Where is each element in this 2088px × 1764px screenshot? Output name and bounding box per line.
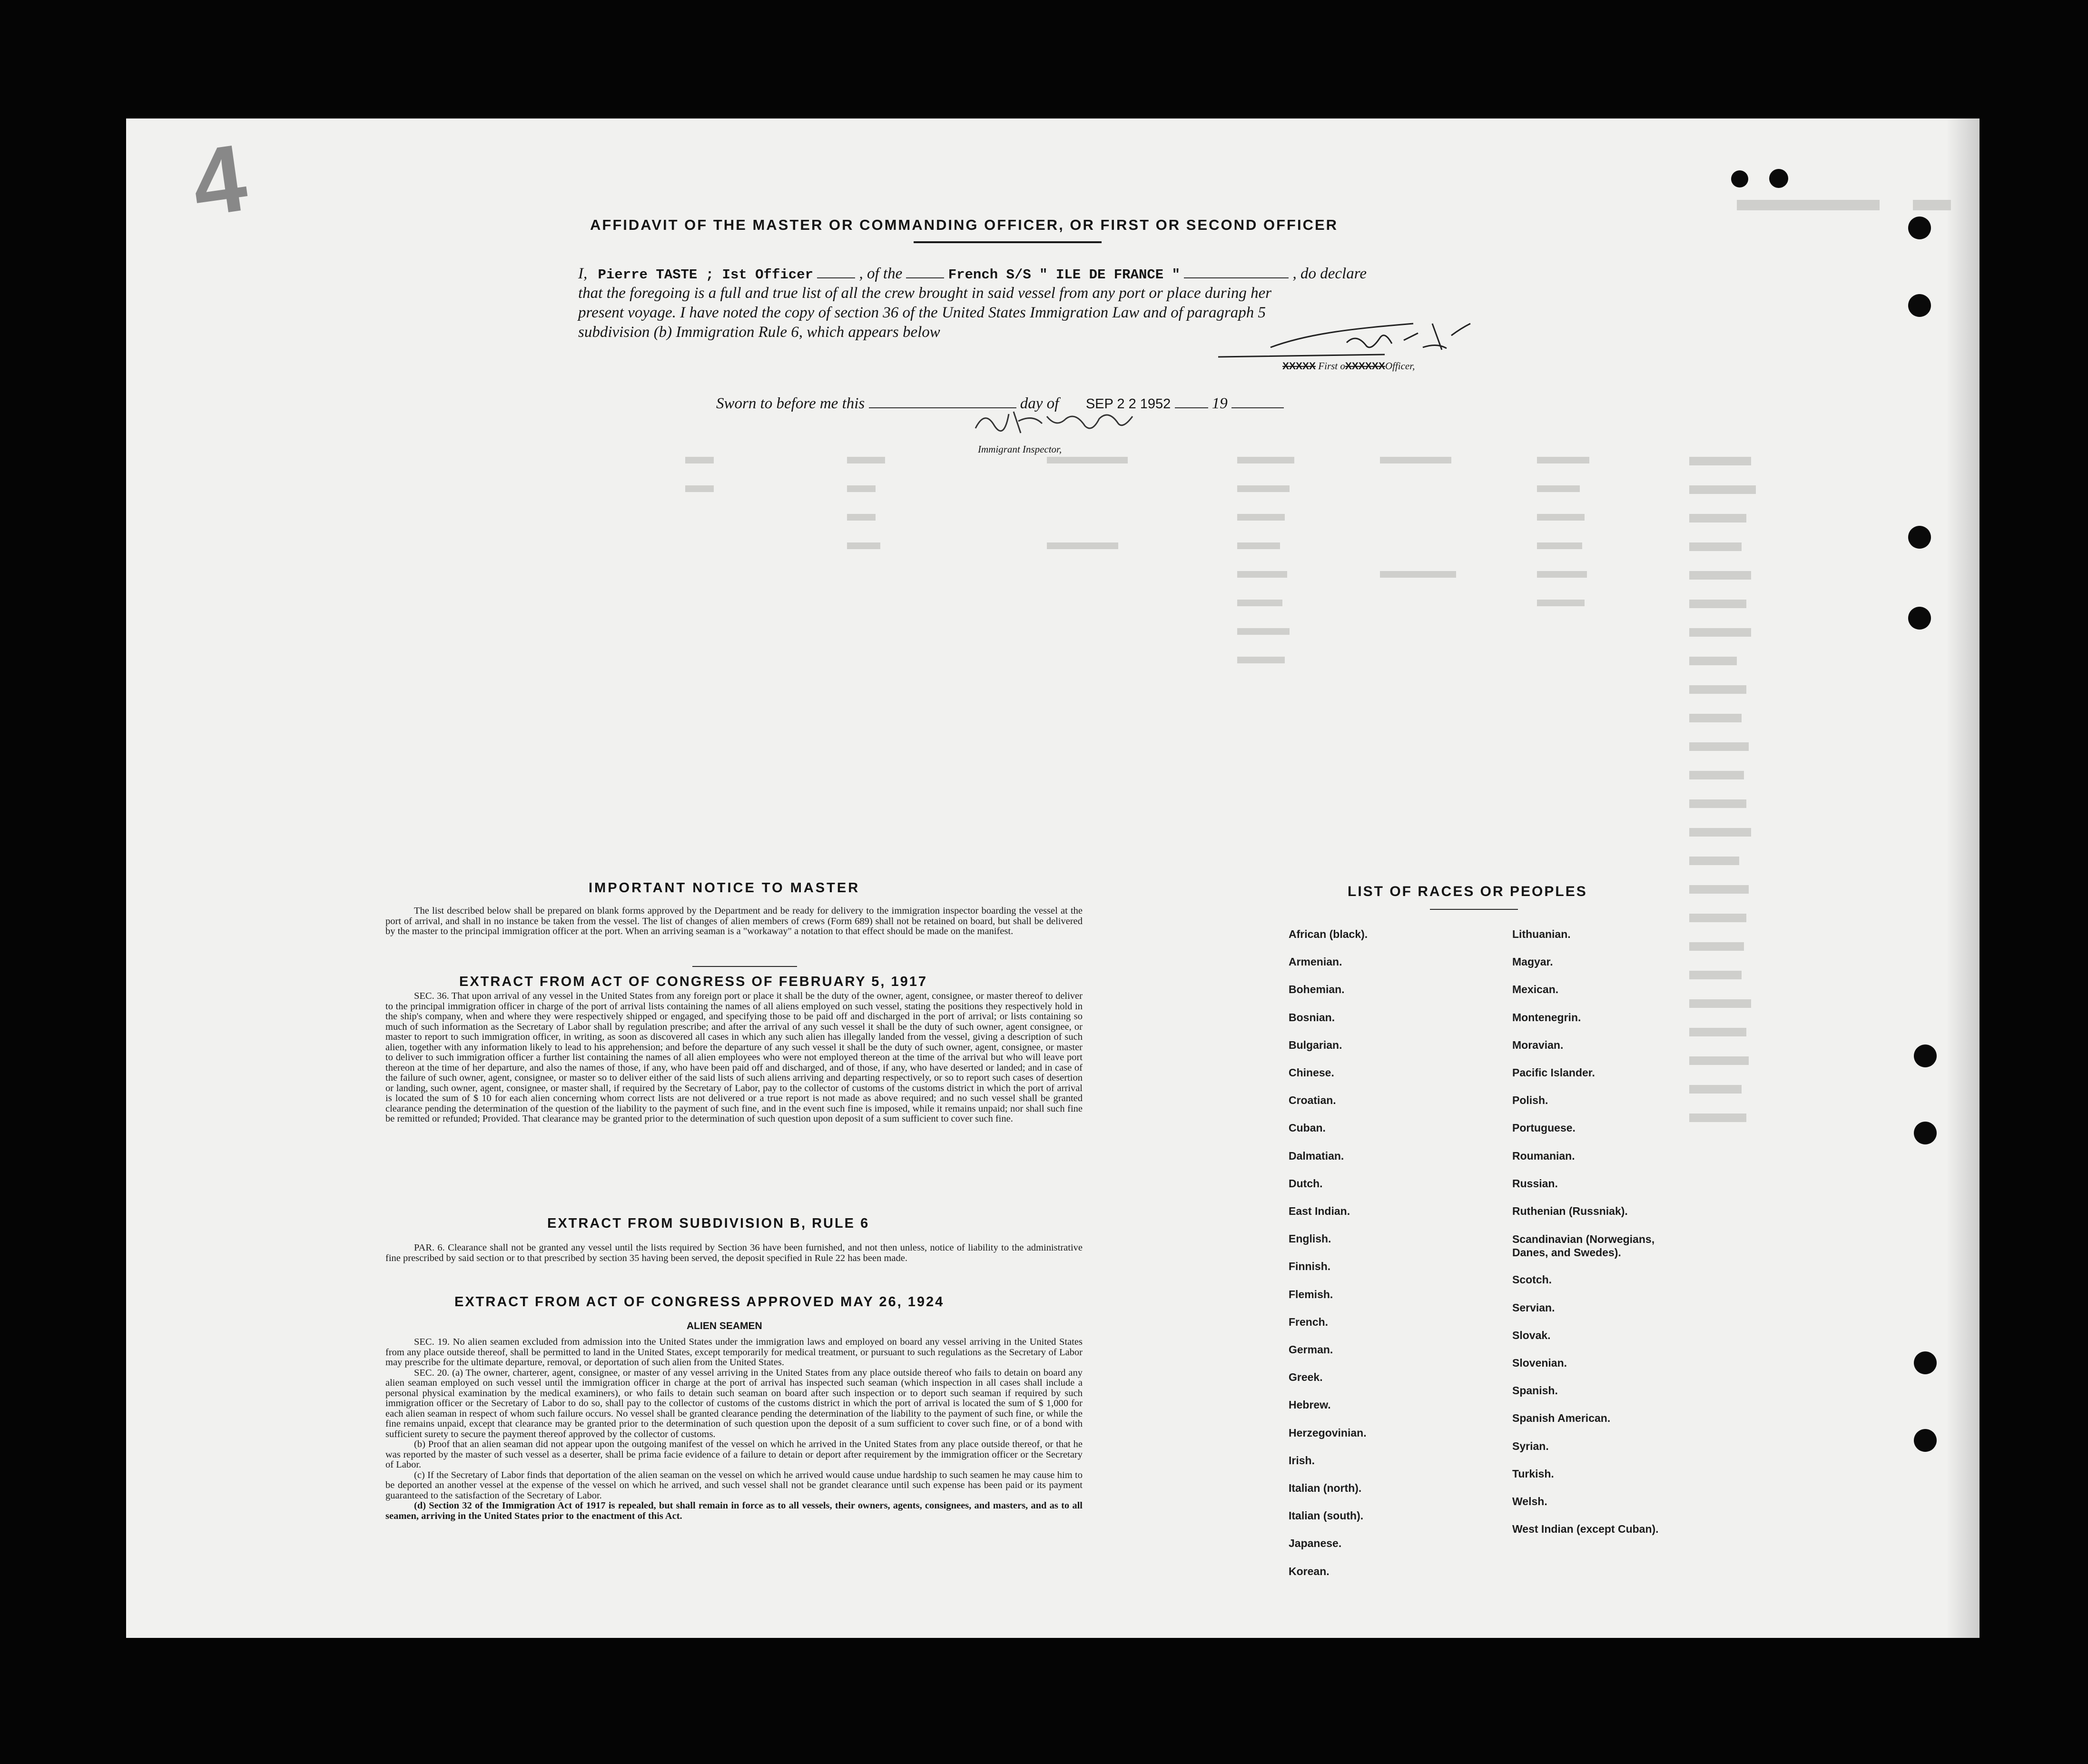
race-item: Slovak. (1512, 1329, 1551, 1341)
race-item: Montenegrin. (1512, 1011, 1581, 1024)
race-item: Roumanian. (1512, 1149, 1575, 1162)
binder-hole (1914, 1429, 1937, 1452)
race-item: Bohemian. (1289, 983, 1345, 996)
affidavit-title: AFFIDAVIT OF THE MASTER OR COMMANDING OFFICER, OR FIRST OR SECOND OFFICER (590, 217, 1339, 233)
day-of-label: day of (1020, 395, 1059, 412)
bleed-through-texture (190, 162, 1951, 1351)
race-item: Irish. (1289, 1454, 1315, 1467)
binder-hole (1914, 1351, 1937, 1374)
races-title-underline (1430, 909, 1518, 910)
declaration-line-2: that the foregoing is a full and true list of all the crew brought in said vessel from any port or place during her (578, 285, 1272, 302)
race-item: Italian (south). (1289, 1509, 1364, 1522)
extract-1924-title: EXTRACT FROM ACT OF CONGRESS APPROVED MAY 26, 1924 (454, 1294, 945, 1310)
race-item: Scotch. (1512, 1273, 1552, 1286)
race-item: West Indian (except Cuban). (1512, 1523, 1659, 1536)
race-item: Bosnian. (1289, 1011, 1335, 1024)
race-item: Magyar. (1512, 956, 1553, 968)
race-item: French. (1289, 1315, 1329, 1328)
race-item: Cuban. (1289, 1122, 1326, 1134)
officer-signature-caption: XXXXX First oXXXXXXOfficer, (1282, 360, 1415, 372)
race-item: Chinese. (1289, 1066, 1334, 1079)
race-item: Portuguese. (1512, 1122, 1576, 1134)
race-item: African (black). (1289, 928, 1368, 940)
race-item: Scandinavian (Norwegians, Danes, and Swedes). (1512, 1233, 1655, 1259)
sworn-prefix: Sworn to before me this (716, 395, 865, 412)
margin-page-mark: 4 (185, 124, 253, 237)
race-item: Finnish. (1289, 1260, 1331, 1273)
inspector-caption: Immigrant Inspector, (978, 443, 1062, 455)
race-item: Croatian. (1289, 1094, 1336, 1107)
notice-text: The list described below shall be prepared on blank forms approved by the Department and be ready for delivery to the immigration inspector boarding the vessel at the port of arrival, and shall in no instance be taken from the vessel. The list of changes of alien members of crews (Form 689) shall not be retained on board, but shall be delivered by the master to the principal immigration officer at the port. When an arriving seaman is a "workaway" a notation to that effect should be made on the manifest. (385, 906, 1083, 936)
extract-1917-text: SEC. 36. That upon arrival of any vessel in the United States from any foreign port or place it shall be the duty of the owner, agent, consignee, or master thereof to deliver to the principal immigration officer in charge of the port of arrival lists containing the names of all aliens employed on such vessel, stating the positions they respectively hold in the ship's company, when and where they were respectively shipped or engaged, and specifying those to be paid off and discharged in the port of arrival; or lists containing so much of such information as the Secretary of Labor shall by regulation prescribe; and after the arrival of any such vessel it shall be the duty of such owner, agent consignee, or master to report to such immigration officer, in writing, as soon as discovered all cases in which any such alien has illegally landed from the vessel, giving a description of such alien, together with any information likely to lead to his apprehension; and before the departure of any such vessel it shall be the duty of such owner, agent, consignee, or master to deliver to such immigration officer a further list containing the names of all alien employees who were not employed thereon at the time of the arrival but who will leave port thereon at the time of her departure, and also the names of those, if any, who have been paid off and discharged, and of those, if any, who have deserted or landed; and in case of the failure of such owner, agent, consignee, or master so to deliver either of the said lists of such aliens arriving and departing respectively, or so to report such cases of desertion or landing, such owner, agent, consignee, or master shall, if required by the Secretary of Labor, pay to the collector of customs of the customs district in which the port of arrival is located the sum of $ 10 for each alien concerning whom correct lists are not delivered or a true report is not made as above required; and no such vessel shall be granted clearance pending the determination of the question of the liability to the payment of such fine, and in the event such fine is imposed, while it remains unpaid; nor shall such fine be remitted or refunded; Provided. That clearance may be granted prior to the determination of such question upon deposit of a sum sufficient to cover such fine. (385, 991, 1083, 1124)
vessel-name: French S/S " ILE DE FRANCE " (948, 267, 1180, 283)
race-item: Pacific Islander. (1512, 1066, 1595, 1079)
race-item: East Indian. (1289, 1205, 1350, 1217)
race-item: English. (1289, 1232, 1331, 1245)
race-item: Moravian. (1512, 1038, 1564, 1051)
inspector-signature (966, 400, 1166, 443)
race-item: Hebrew. (1289, 1399, 1331, 1411)
title-underline (914, 241, 1102, 243)
declaration-line-1 (578, 265, 1367, 283)
race-item: Syrian. (1512, 1439, 1549, 1452)
extract-1924-text: SEC. 19. No alien seamen excluded from admission into the United States under the immigration laws and employed on board any vessel arriving in the United States from any place outside thereof, shall be permitted to land in the United States, except temporarily for medical treatment, or pursuant to such regulations as the Secretary of Labor may prescribe for the ultimate departure, removal, or deportation of such alien from the United States. SEC. 20. (a) The owner, charterer, agent, consignee, or master of any vessel arriving in the United States from any place outside thereof who fails to detain on board any alien seaman employed on such vessel until the immigration officer in charge at the port of arrival has inspected such seaman (which inspection in all cases shall include a personal physical examination by the medical examiners), or who fails to detain such seaman on board after such inspection or to deport such seaman if required by such immigration officer or the Secretary of Labor to do so, shall pay to the collector of customs of the customs district in which the port of arrival is located the sum of $ 1,000 for each alien seaman in respect of whom such failure occurs. No vessel shall be granted clearance pending the determination of the liability to the payment of such fine, or while the fine remains unpaid, except that clearance may be granted prior to the determination of such question upon the deposit of a sum sufficient to cover such fine, or of a bond with sufficient surety to secure the payment thereof approved by the collector of customs. (b) Proof that an alien seaman did not appear upon the outgoing manifest of the vessel on which he arrived in the United States from any place outside thereof, or that he was reported by the master of such vessel as a deserter, shall be prima facie evidence of a failure to detain or deport after requirement by the immigration officer or the Secretary of Labor. (c) If the Secretary of Labor finds that deportation of the alien seaman on the vessel on which he arrived would cause undue hardship to such seamen he may cause him to be deported an another vessel at the expense of the vessel on which he arrived, and such vessel shall not be grandet clearance until such expense has been paid or its payment guaranteed to the satisfaction of the Secretary of Labor. (d) Section 32 of the Immigration Act of 1917 is repealed, but shall remain in force as to all vessels, their owners, agents, consignees, and masters, and as to all seamen, arriving in the United States prior to the enactment of this Act. (385, 1337, 1083, 1521)
race-item: Armenian. (1289, 956, 1342, 968)
page-edge-shadow (1946, 118, 1980, 1638)
do-declare-label: , do declare (1292, 265, 1367, 282)
notice-divider (692, 966, 797, 967)
extract-rule6-title: EXTRACT FROM SUBDIVISION B, RULE 6 (547, 1216, 870, 1231)
race-item: Italian (north). (1289, 1482, 1362, 1494)
year-label: 19 (1211, 395, 1228, 412)
extract-rule6-text: PAR. 6. Clearance shall not be granted any vessel until the lists required by Section 36 have been furnished, and not then unless, notice of liability to the administrative fine prescribed by said section or to that prescribed by section 35 having been served, the deposit specified in Rule 22 has been made. (385, 1242, 1083, 1263)
alien-seamen-subtitle: ALIEN SEAMEN (687, 1321, 762, 1331)
race-item: Ruthenian (Russniak). (1512, 1205, 1628, 1217)
race-item: Welsh. (1512, 1495, 1547, 1508)
race-item: Korean. (1289, 1565, 1330, 1577)
declarant-name: Pierre TASTE ; Ist Officer (598, 267, 813, 283)
race-item: German. (1289, 1343, 1333, 1356)
race-item: Mexican. (1512, 983, 1559, 996)
race-item: Greek. (1289, 1371, 1323, 1384)
race-item: Dalmatian. (1289, 1149, 1344, 1162)
extract-1917-title: EXTRACT FROM ACT OF CONGRESS OF FEBRUARY 5, 1917 (459, 974, 928, 989)
race-item: Servian. (1512, 1301, 1555, 1314)
of-the-label: , of the (859, 265, 903, 282)
races-title: LIST OF RACES OR PEOPLES (1348, 884, 1587, 899)
race-item: Spanish. (1512, 1384, 1558, 1397)
race-item: Herzegovinian. (1289, 1426, 1367, 1439)
race-item: Bulgarian. (1289, 1038, 1342, 1051)
race-item: Lithuanian. (1512, 928, 1571, 940)
race-item: Dutch. (1289, 1177, 1323, 1190)
race-item: Russian. (1512, 1177, 1558, 1190)
declaration-line-4: subdivision (b) Immigration Rule 6, which appears below (578, 324, 940, 341)
race-item: Flemish. (1289, 1288, 1333, 1301)
notice-title: IMPORTANT NOTICE TO MASTER (589, 880, 860, 896)
race-item: Japanese. (1289, 1537, 1342, 1550)
race-item: Spanish American. (1512, 1412, 1611, 1425)
race-item: Polish. (1512, 1094, 1548, 1107)
race-item: Turkish. (1512, 1467, 1554, 1480)
date-stamp: SEP 2 2 1952 (1085, 396, 1171, 412)
declarant-prefix: I, (578, 265, 588, 282)
race-item: Slovenian. (1512, 1357, 1567, 1369)
declaration-line-3: present voyage. I have noted the copy of section 36 of the United States Immigration Law and of paragraph 5 (578, 304, 1266, 321)
